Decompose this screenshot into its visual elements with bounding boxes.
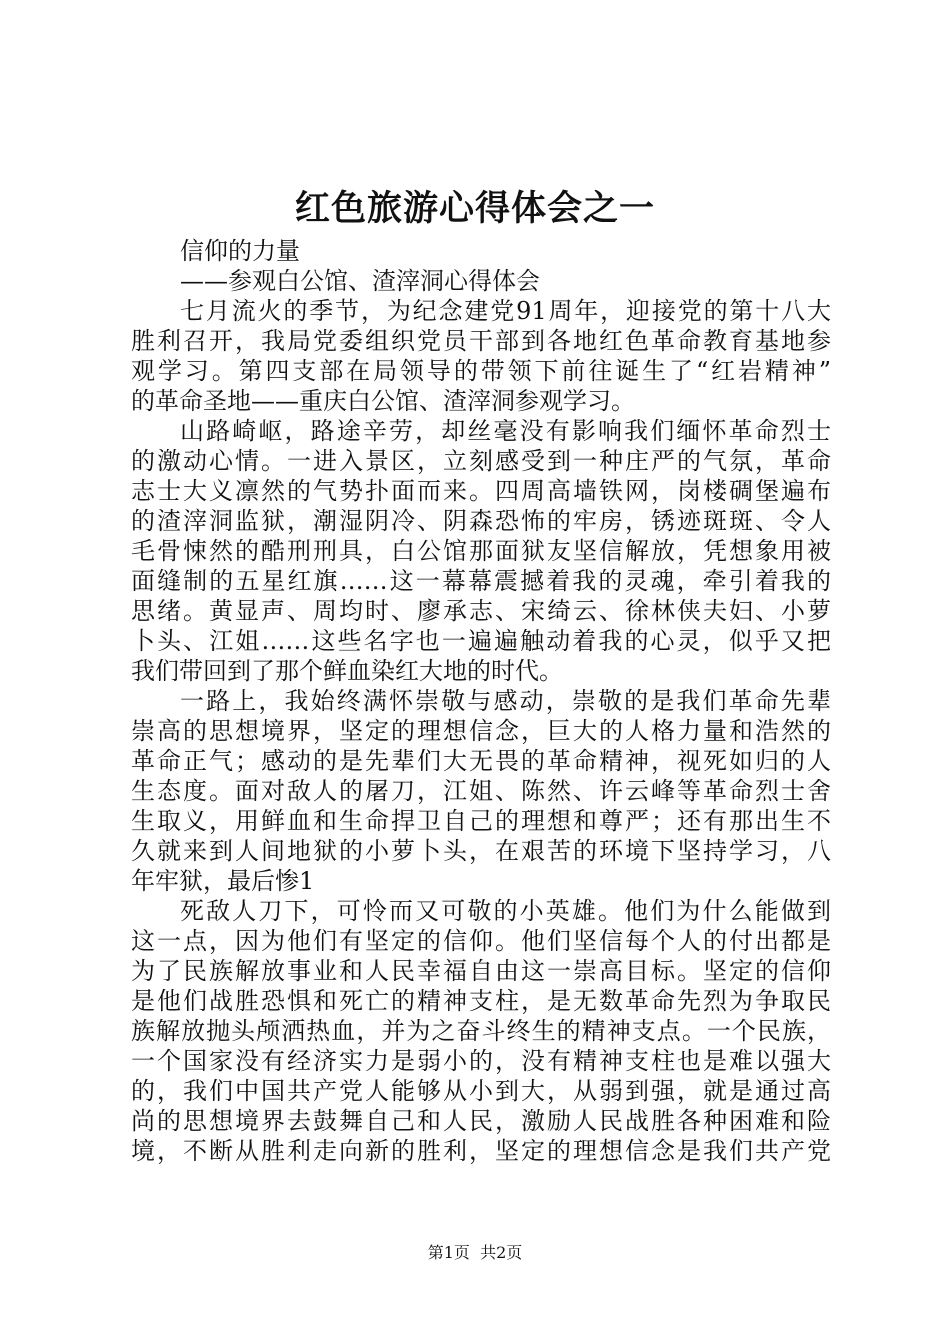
body-text-line: 年牢狱，最后惨1 — [131, 867, 315, 895]
body-text-line: 久就来到人间地狱的小萝卜头，在艰苦的环境下坚持学习，八 — [131, 837, 831, 865]
body-text-line: 一路上，我始终满怀崇敬与感动，崇敬的是我们革命先辈 — [180, 687, 831, 715]
body-text-line: 思绪。黄显声、周均时、廖承志、宋绮云、徐林侠夫妇、小萝 — [131, 597, 831, 625]
body-text-line: 的激动心情。一进入景区，立刻感受到一种庄严的气氛，革命 — [131, 447, 831, 475]
body-text-line: 为了民族解放事业和人民幸福自由这一崇高目标。坚定的信仰 — [131, 957, 831, 985]
body-text-line: 面缝制的五星红旗……这一幕幕震撼着我的灵魂，牵引着我的 — [131, 567, 831, 595]
body-text-line: 族解放抛头颅洒热血，并为之奋斗终生的精神支点。一个民族， — [131, 1017, 831, 1045]
body-text-line: 是他们战胜恐惧和死亡的精神支柱，是无数革命先烈为争取民 — [131, 987, 831, 1015]
body-text-line: 生取义，用鲜血和生命捍卫自己的理想和尊严；还有那出生不 — [131, 807, 831, 835]
page-footer — [0, 1242, 950, 1264]
body-text-line: 我们带回到了那个鲜血染红大地的时代。 — [131, 657, 563, 685]
body-text-line: 生态度。面对敌人的屠刀，江姐、陈然、许云峰等革命烈士舍 — [131, 777, 831, 805]
body-text-line: 山路崎岖，路途辛劳，却丝毫没有影响我们缅怀革命烈士 — [180, 417, 831, 445]
body-text-line: 的，我们中国共产党人能够从小到大，从弱到强，就是通过高 — [131, 1077, 831, 1105]
document-title: 红色旅游心得体会之一 — [294, 188, 655, 229]
body-text-line: 志士大义凛然的气势扑面而来。四周高墙铁网，岗楼碉堡遍布 — [131, 477, 831, 505]
body-text-line: 死敌人刀下，可怜而又可敬的小英雄。他们为什么能做到 — [180, 897, 831, 925]
body-text-line: 观学习。第四支部在局领导的带领下前往诞生了“红岩精神” — [131, 357, 831, 385]
body-text-line: 的革命圣地——重庆白公馆、渣滓洞参观学习。 — [131, 387, 635, 415]
body-text-line: 这一点，因为他们有坚定的信仰。他们坚信每个人的付出都是 — [131, 927, 831, 955]
body-text-line: 一个国家没有经济实力是弱小的，没有精神支柱也是难以强大 — [131, 1047, 831, 1075]
body-text-line: 革命正气；感动的是先辈们大无畏的革命精神，视死如归的人 — [131, 747, 831, 775]
body-text-line: 境，不断从胜利走向新的胜利，坚定的理想信念是我们共产党 — [131, 1137, 831, 1165]
body-text-line: 毛骨悚然的酷刑刑具，白公馆那面狱友坚信解放，凭想象用被 — [131, 537, 831, 565]
body-text-line: 尚的思想境界去鼓舞自己和人民，激励人民战胜各种困难和险 — [131, 1107, 831, 1135]
body-text-line: ——参观白公馆、渣滓洞心得体会 — [180, 267, 540, 295]
body-text-line: 胜利召开，我局党委组织党员干部到各地红色革命教育基地参 — [131, 327, 831, 355]
page-number-label: 第1页 共2页 — [427, 1243, 523, 1262]
document-body — [131, 236, 831, 1166]
body-text-line: 七月流火的季节，为纪念建党91周年，迎接党的第十八大 — [180, 297, 831, 325]
body-text-line: 的渣滓洞监狱，潮湿阴冷、阴森恐怖的牢房，锈迹斑斑、令人 — [131, 507, 831, 535]
body-text-line: 信仰的力量 — [180, 237, 300, 265]
body-text-line: 崇高的思想境界，坚定的理想信念，巨大的人格力量和浩然的 — [131, 717, 831, 745]
body-text-line: 卜头、江姐……这些名字也一遍遍触动着我的心灵，似乎又把 — [131, 627, 831, 655]
